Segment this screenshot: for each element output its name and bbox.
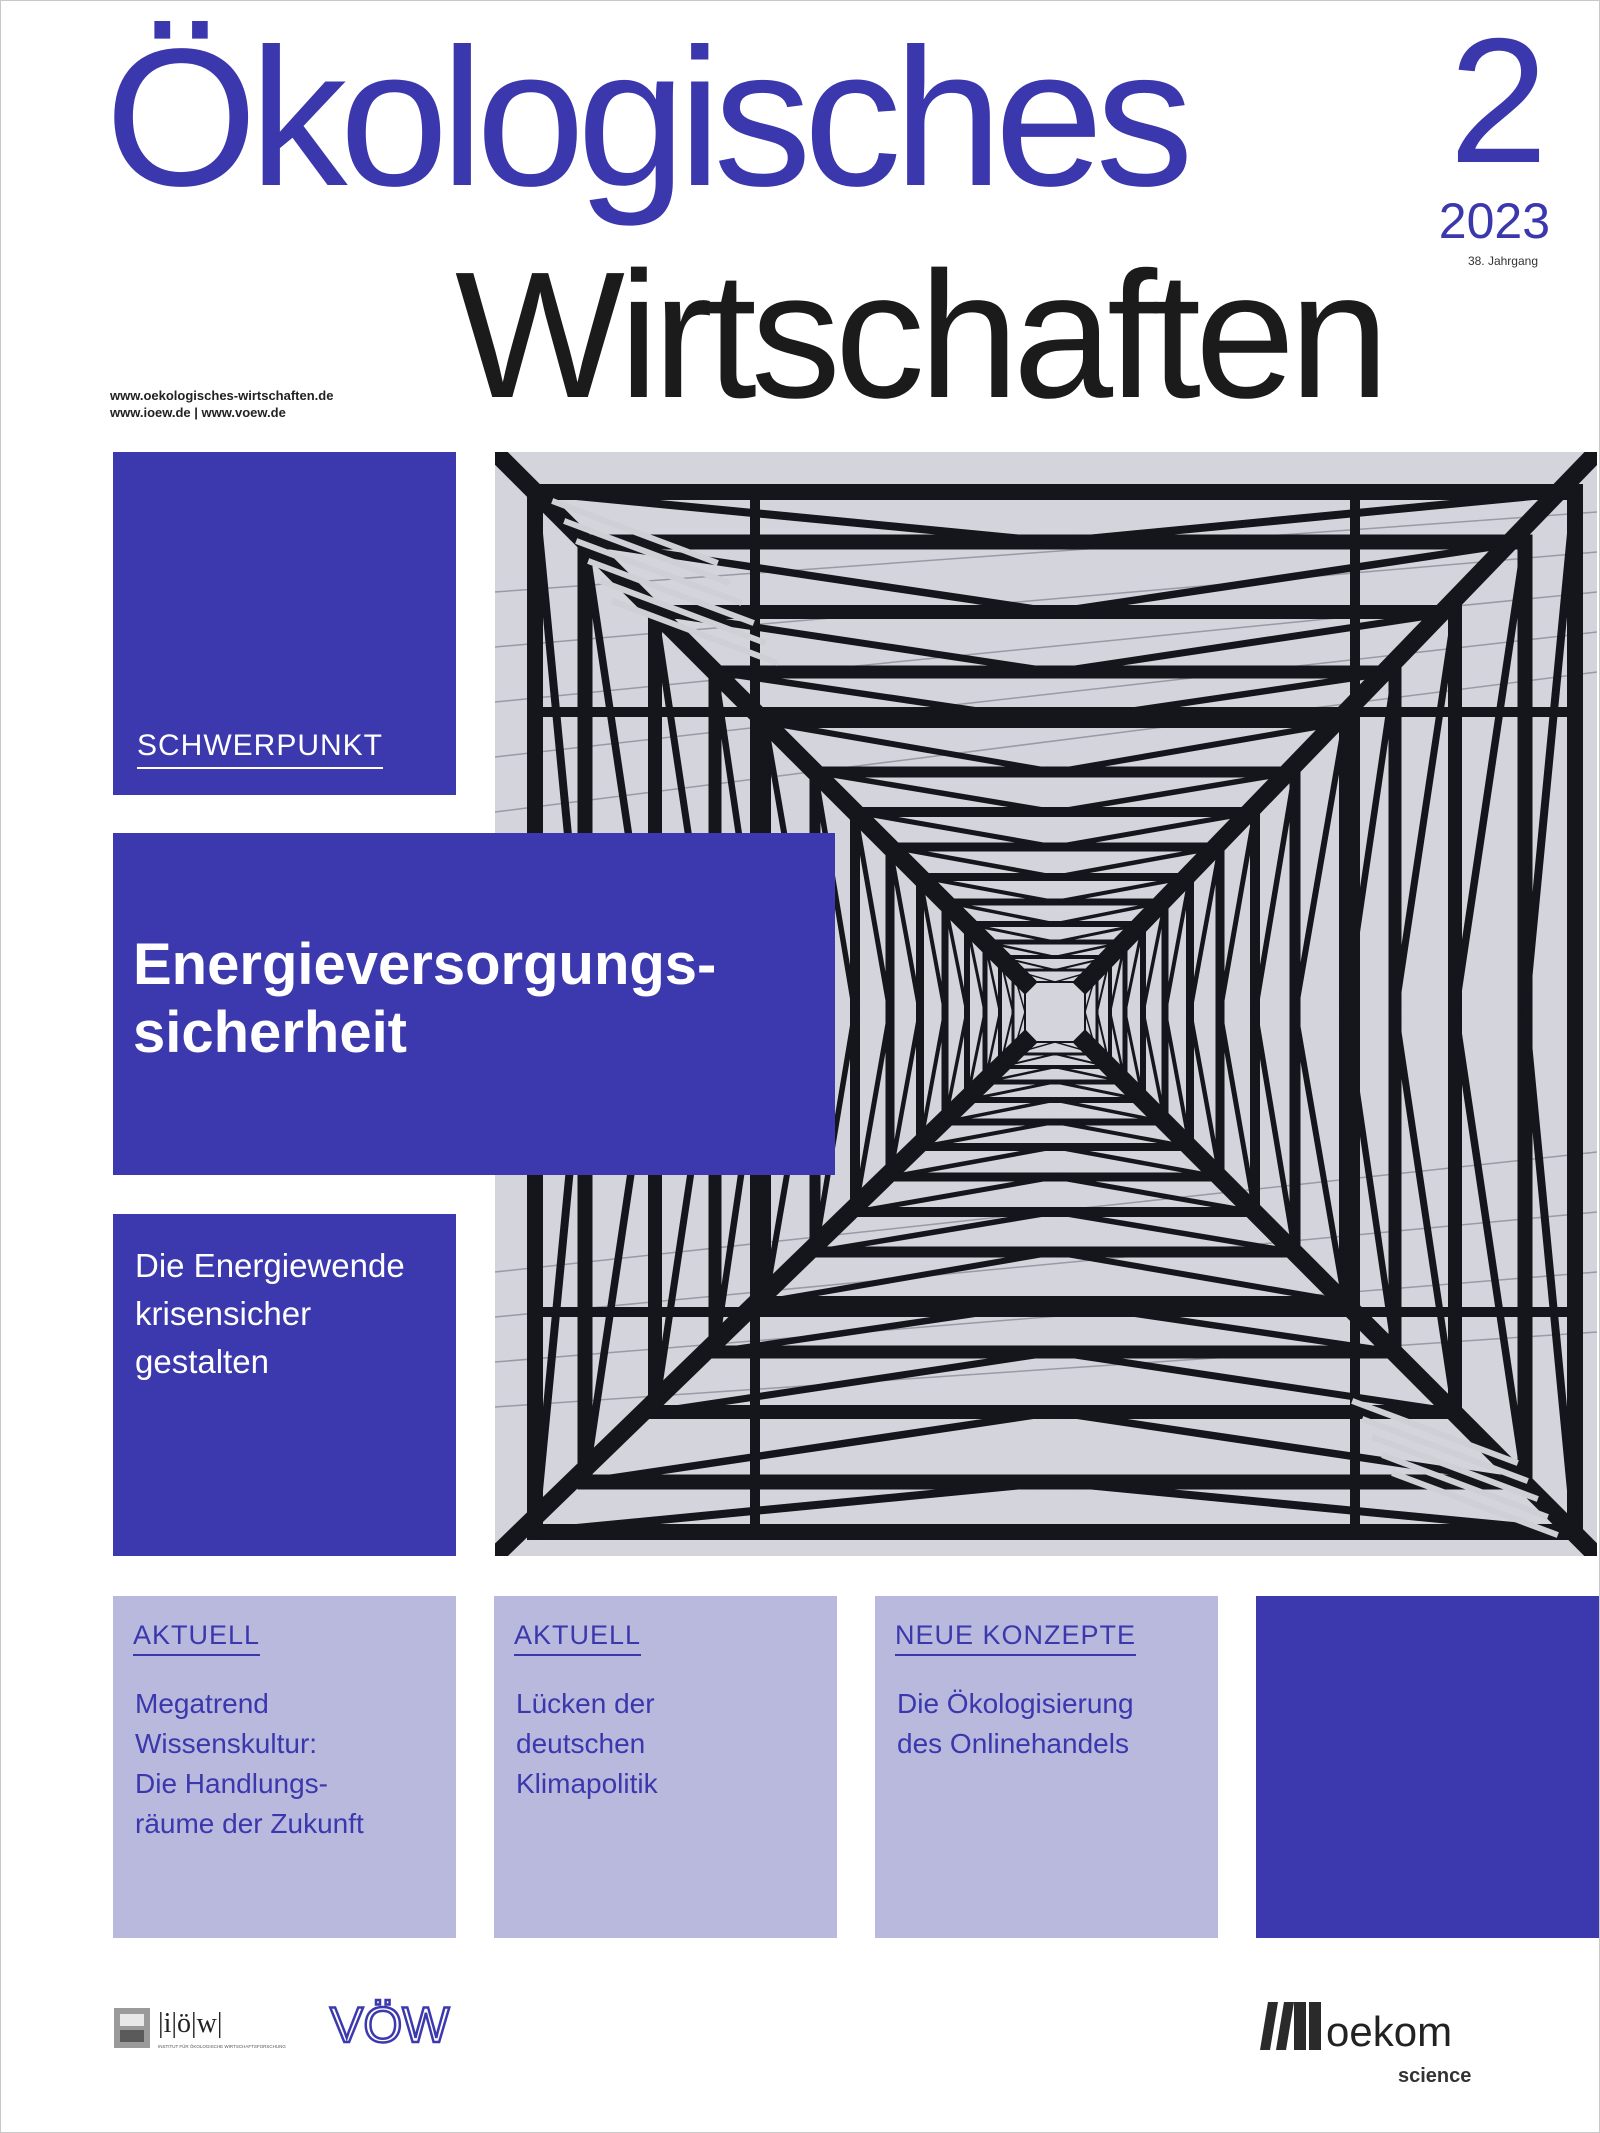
- ioew-logo-text: |i|ö|w|: [158, 2008, 223, 2039]
- oekom-name: oekom: [1326, 2008, 1453, 2055]
- focus-headline-box[interactable]: [113, 833, 835, 1175]
- ioew-logo: [112, 2000, 312, 2056]
- issue-volume: 38. Jahrgang: [1467, 254, 1538, 268]
- article-title: [135, 1684, 364, 1844]
- focus-section-label: SCHWERPUNKT: [137, 729, 383, 769]
- focus-subtitle-line1: Die Energiewende: [135, 1247, 405, 1284]
- voew-logo-text: VÖW: [330, 1998, 450, 2053]
- article-title-line: des Onlinehandels: [897, 1728, 1129, 1759]
- article-title-line: Lücken der: [516, 1688, 655, 1719]
- article-title: [897, 1684, 1134, 1764]
- oekom-logo: [1260, 2000, 1496, 2090]
- focus-subtitle-line3: gestalten: [135, 1343, 269, 1380]
- focus-subtitle-line2: krisensicher: [135, 1295, 312, 1332]
- url-journal[interactable]: www.oekologisches-wirtschaften.de: [110, 388, 334, 403]
- issue-number: 2: [1449, 1, 1548, 200]
- article-tile-1[interactable]: [113, 1596, 456, 1938]
- oekom-bars-icon: [1260, 2002, 1321, 2050]
- focus-subtitle: [135, 1242, 405, 1386]
- article-category: NEUE KONZEPTE: [895, 1620, 1136, 1656]
- accent-tile: [1256, 1596, 1599, 1938]
- focus-headline-line2: sicherheit: [133, 1000, 407, 1065]
- issue-year: 2023: [1438, 193, 1550, 249]
- focus-headline: [133, 931, 716, 1067]
- article-title-line: Die Handlungs-: [135, 1768, 328, 1799]
- ioew-logo-subtext: INSTITUT FÜR ÖKOLOGISCHE WIRTSCHAFTSFORSCHUNG: [158, 2044, 286, 2049]
- website-urls: [110, 387, 333, 421]
- focus-subtitle-box: [113, 1214, 456, 1556]
- article-title-line: Die Ökologisierung: [897, 1688, 1134, 1719]
- article-title: [516, 1684, 658, 1804]
- article-title-line: Wissenskultur:: [135, 1728, 318, 1759]
- article-title-line: Klimapolitik: [516, 1768, 658, 1799]
- article-tile-2[interactable]: [494, 1596, 837, 1938]
- article-category: AKTUELL: [514, 1620, 641, 1656]
- focus-label-box: [113, 452, 456, 795]
- url-associations[interactable]: www.ioew.de | www.voew.de: [110, 405, 286, 420]
- article-category: AKTUELL: [133, 1620, 260, 1656]
- focus-headline-line1: Energieversorgungs-: [133, 932, 717, 997]
- article-tile-3[interactable]: [875, 1596, 1218, 1938]
- article-title-line: Megatrend: [135, 1688, 269, 1719]
- journal-title-line1: Ökologisches: [105, 8, 1186, 227]
- journal-title-line2: Wirtschaften: [455, 235, 1384, 436]
- oekom-science: science: [1398, 2065, 1472, 2087]
- voew-logo: [328, 1998, 468, 2058]
- article-title-line: räume der Zukunft: [135, 1808, 364, 1839]
- article-title-line: deutschen: [516, 1728, 646, 1759]
